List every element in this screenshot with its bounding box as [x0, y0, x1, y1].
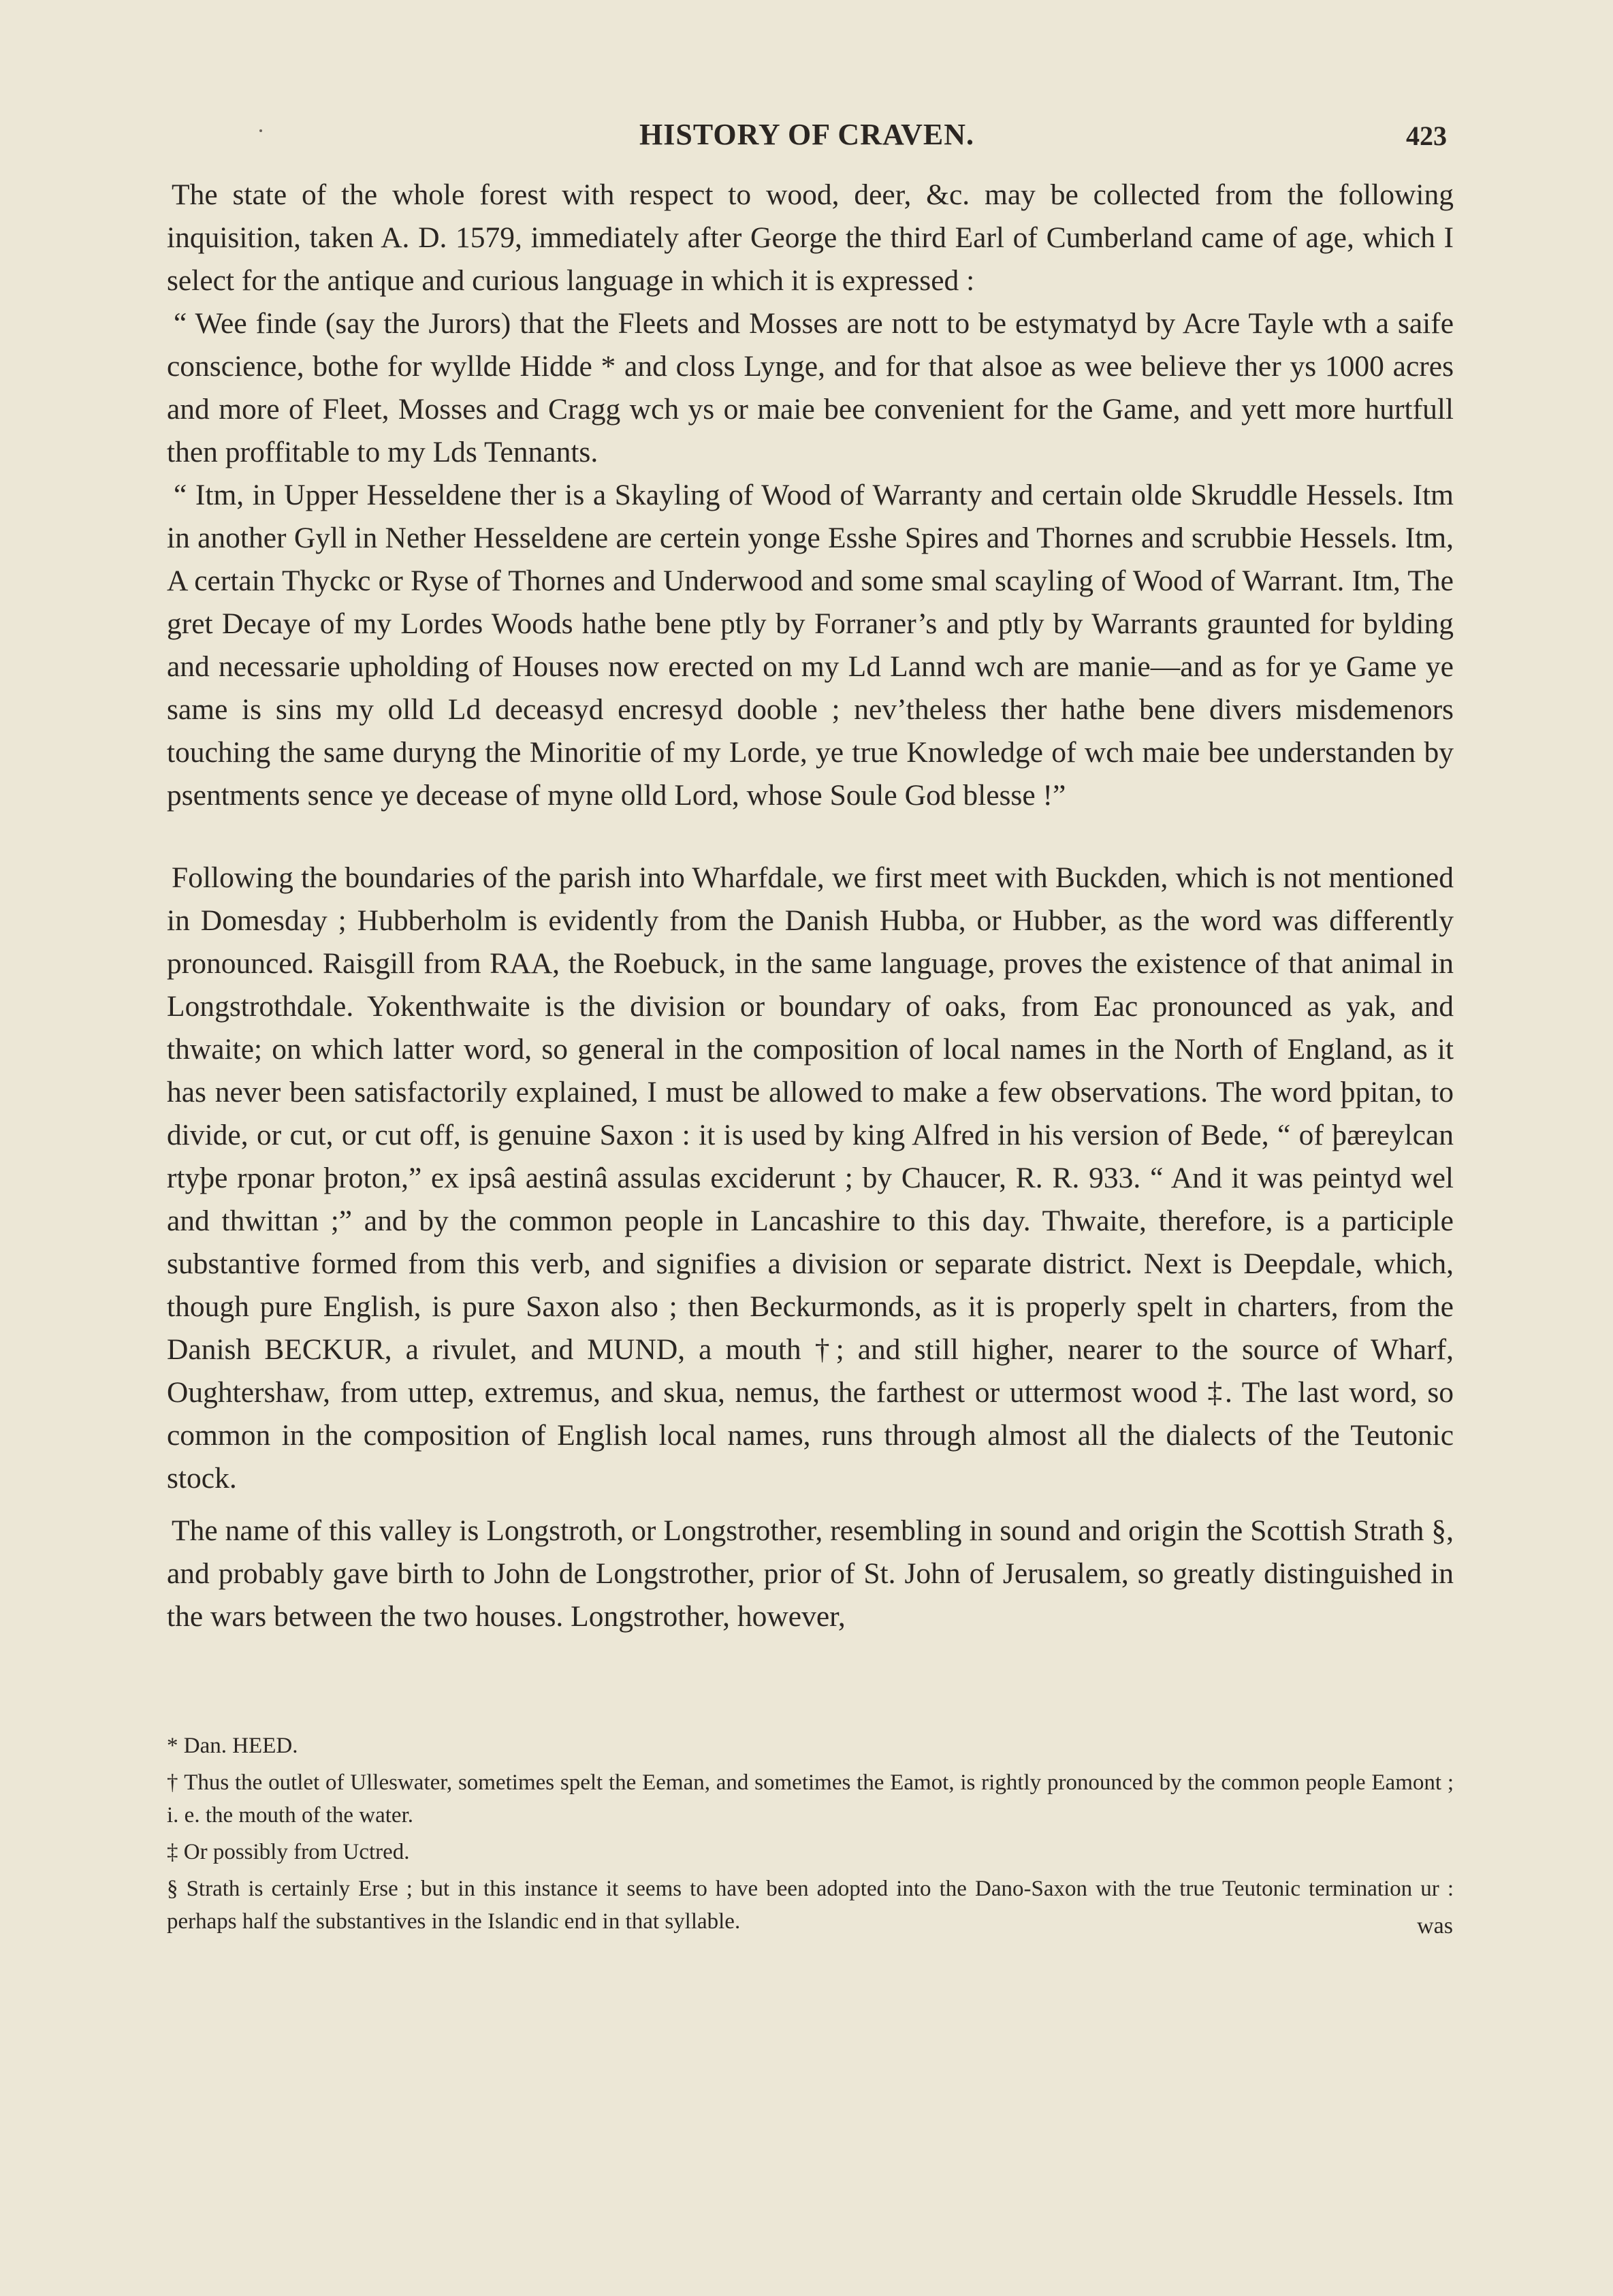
- paragraph-hesseldene-quote: “ Itm, in Upper Hesseldene ther is a Skayling of Wood of Warranty and certain olde Skruddle Hessels. Itm in another Gyll in Nether Hesseldene are certein yonge Esshe Spires and Thornes and scrubbie Hessels. Itm, A certain Thyckc or Ryse of Thornes and Underwood and some smal scayling of Wood of Warrant. Itm, The gret Decaye of my Lordes Woods hathe bene ptly by Forraner’s and ptly by Warrants graunted for bylding and necessarie upholding of Houses now erected on my Ld Lannd wch are manie—and as for ye Game ye same is sins my olld Ld deceasyd encresyd dooble ; nev’theless ther hathe bene divers misdemenors touching the same duryng the Minoritie of my Lorde, ye true Knowledge of wch maie bee understanden by psentments sence ye decease of myne olld Lord, whose Soule God blesse !”: [167, 479, 1454, 812]
- footnotes: [167, 1729, 1454, 1942]
- running-title: HISTORY OF CRAVEN.: [639, 118, 974, 151]
- catchword: was: [1417, 1913, 1453, 1939]
- footnote-strath: § Strath is certainly Erse ; but in this instance it seems to have been adopted into the Dano-Saxon with the true Teutonic termination ur : perhaps half the substantives in the Islandic end in that syllable.: [167, 1877, 1454, 1934]
- footnote-heed: * Dan. HEED.: [167, 1734, 298, 1758]
- page-number: 423: [1406, 121, 1447, 151]
- main-text: [167, 174, 1454, 1638]
- paragraph-inquisition-intro: The state of the whole forest with respect to wood, deer, &c. may be collected from the following inquisition, taken A. D. 1579, immediately after George the third Earl of Cumberland came of age, which I select for the antique and curious language in which it is expressed :: [167, 178, 1454, 297]
- paragraph-longstroth: The name of this valley is Longstroth, or Longstrother, resembling in sound and origin the Scottish Strath §, and probably gave birth to John de Longstrother, prior of St. John of Jerusalem, so greatly distinguished in the wars between the two houses. Longstrother, however,: [167, 1514, 1454, 1633]
- paragraph-wharfdale: Following the boundaries of the parish into Wharfdale, we first meet with Buckden, which is not mentioned in Domesday ; Hubberholm is evidently from the Danish Hubba, or Hubber, as the word was differently pronounced. Raisgill from RAA, the Roebuck, in the same language, proves the existence of that animal in Longstrothdale. Yokenthwaite is the division or boundary of oaks, from Eac pronounced as yak, and thwaite; on which latter word, so general in the composition of local names in the North of England, as it has never been satisfactorily explained, I must be allowed to make a few observations. The word þpitan, to divide, or cut, or cut off, is genuine Saxon : it is used by king Alfred in his version of Bede, “ of þæreylcan rtyþe rponar þroton,” ex ipsâ aestinâ assulas exciderunt ; by Chaucer, R. R. 933. “ And it was peintyd wel and thwittan ;” and by the common people in Lancashire to this day. Thwaite, therefore, is a participle substantive formed from this verb, and signifies a division or separate district. Next is Deepdale, which, though pure English, is pure Saxon also ; then Beckurmonds, as it is properly spelt in charters, from the Danish BECKUR, a rivulet, and MUND, a mouth †; and still higher, nearer to the source of Wharf, Oughtershaw, from uttep, extremus, and skua, nemus, the farthest or uttermost wood ‡. The last word, so common in the composition of English local names, runs through almost all the dialects of the Teutonic stock.: [167, 861, 1454, 1495]
- footnote-ulleswater: † Thus the outlet of Ulleswater, sometimes spelt the Eeman, and sometimes the Eamot, is rightly pronounced by the common people Eamont ; i. e. the mouth of the water.: [167, 1770, 1454, 1828]
- paragraph-jurors-quote: “ Wee finde (say the Jurors) that the Fleets and Mosses are nott to be estymatyd by Acre Tayle wth a saife conscience, bothe for wyllde Hidde * and closs Lynge, and for that alsoe as wee believe ther ys 1000 acres and more of Fleet, Mosses and Cragg wch ys or maie bee convenient for the Game, and yett more hurtfull then proffitable to my Lds Tennants.: [167, 307, 1454, 468]
- running-header: [167, 117, 1447, 165]
- footnote-uctred: ‡ Or possibly from Uctred.: [167, 1840, 410, 1864]
